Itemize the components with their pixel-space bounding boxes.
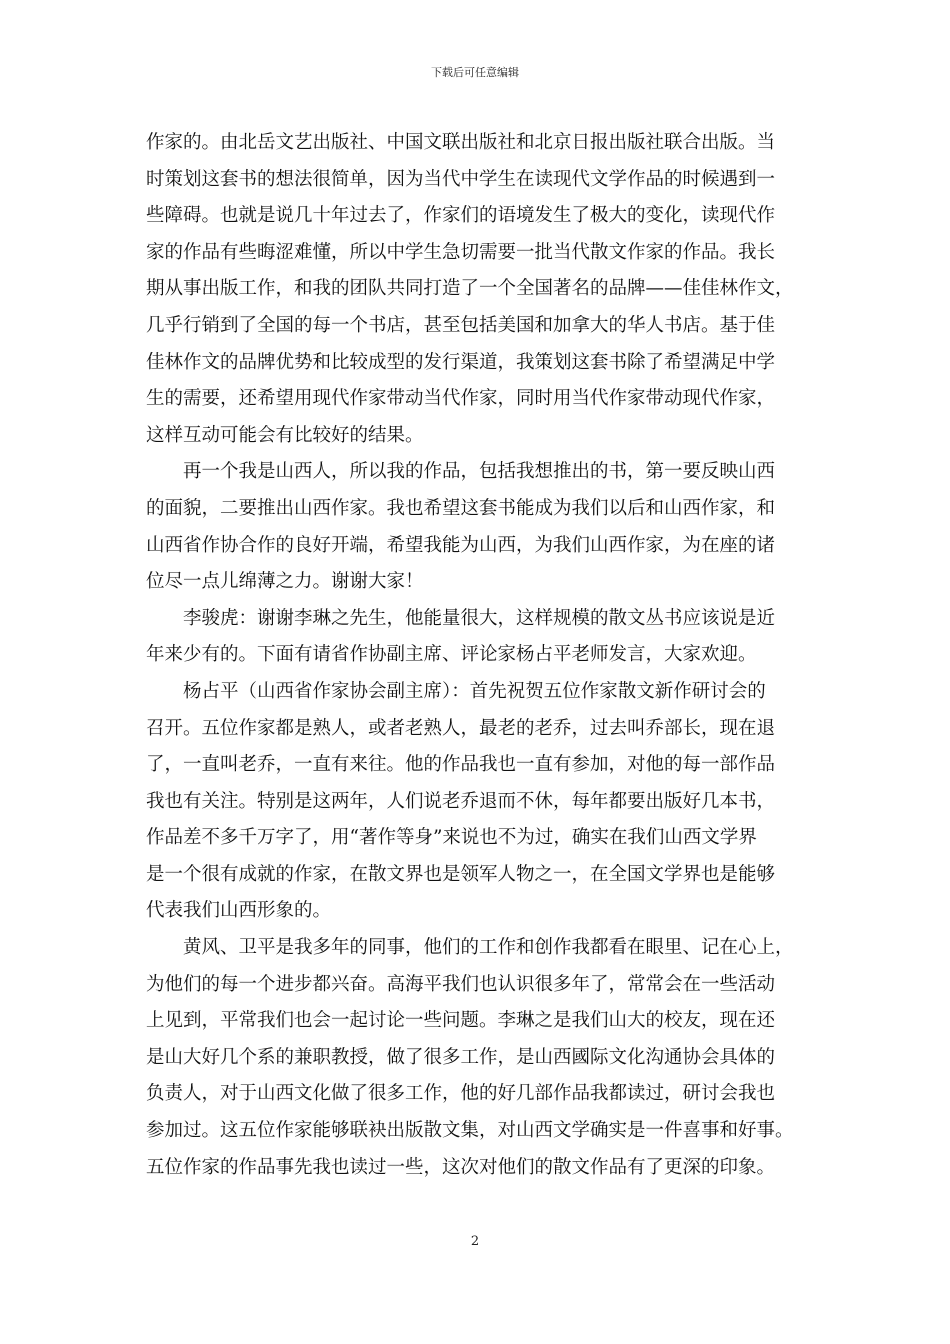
- paragraph: [146, 674, 808, 930]
- document-body: [146, 125, 808, 1186]
- text-line: 位尽一点儿绵薄之力。谢谢大家！: [146, 571, 424, 593]
- text-line: 几乎行销到了全国的每一个书店，甚至包括美国和加拿大的华人书店。基于佳: [146, 314, 776, 336]
- text-line: 年来少有的。下面有请省作协副主席、评论家杨占平老师发言，大家欢迎。: [146, 644, 757, 666]
- text-line: 召开。五位作家都是熟人，或者老熟人，最老的老乔，过去叫乔部长，现在退: [146, 717, 776, 739]
- text-line: 期从事出版工作，和我的团队共同打造了一个全国著名的品牌——佳佳林作文，: [146, 278, 794, 300]
- paragraph: [146, 454, 808, 600]
- text-line: 再一个我是山西人，所以我的作品，包括我想推出的书，第一要反映山西: [183, 461, 776, 483]
- text-line: 我也有关注。特别是这两年，人们说老乔退而不休，每年都要出版好几本书，: [146, 790, 776, 812]
- text-line: 代表我们山西形象的。: [146, 900, 332, 922]
- text-line: 生的需要，还希望用现代作家带动当代作家，同时用当代作家带动现代作家，: [146, 388, 776, 410]
- text-line: 时策划这套书的想法很简单，因为当代中学生在读现代文学作品的时候遇到一: [146, 168, 776, 190]
- text-line: 上见到，平常我们也会一起讨论一些问题。李琳之是我们山大的校友，现在还: [146, 1010, 776, 1032]
- text-line: 参加过。这五位作家能够联袂出版散文集，对山西文学确实是一件喜事和好事。: [146, 1120, 794, 1142]
- text-line: 的面貌，二要推出山西作家。我也希望这套书能成为我们以后和山西作家，和: [146, 497, 776, 519]
- page-number: 2: [470, 1234, 480, 1249]
- text-line: 是山大好几个系的兼职教授，做了很多工作，是山西國际文化沟通协会具体的: [146, 1046, 776, 1068]
- text-line: 是一个很有成就的作家，在散文界也是领军人物之一，在全国文学界也是能够: [146, 863, 776, 885]
- text-line: 家的作品有些晦涩难懂，所以中学生急切需要一批当代散文作家的作品。我长: [146, 241, 776, 263]
- paragraph: [146, 930, 808, 1186]
- text-line: 些障碍。也就是说几十年过去了，作家们的语境发生了极大的变化，读现代作: [146, 205, 776, 227]
- text-line: 这样互动可能会有比较好的结果。: [146, 424, 424, 446]
- paragraph: [146, 125, 808, 454]
- text-line: 了，一直叫老乔，一直有来往。他的作品我也一直有参加，对他的每一部作品: [146, 754, 776, 776]
- text-line: 作品差不多千万字了，用“著作等身”来说也不为过，确实在我们山西文学界: [146, 827, 757, 849]
- text-line: 佳林作文的品牌优势和比较成型的发行渠道，我策划这套书除了希望满足中学: [146, 351, 776, 373]
- text-line: 杨占平（山西省作家协会副主席）：首先祝贺五位作家散文新作研讨会的: [183, 680, 766, 702]
- text-line: 黄风、卫平是我多年的同事，他们的工作和创作我都看在眼里、记在心上，: [183, 937, 794, 959]
- text-line: 负责人，对于山西文化做了很多工作，他的好几部作品我都读过，研讨会我也: [146, 1083, 776, 1105]
- paragraph: [146, 601, 808, 674]
- page-header: 下载后可任意编辑: [431, 66, 519, 79]
- text-line: 为他们的每一个进步都兴奋。高海平我们也认识很多年了，常常会在一些活动: [146, 973, 776, 995]
- text-line: 五位作家的作品事先我也读过一些，这次对他们的散文作品有了更深的印象。: [146, 1156, 776, 1178]
- text-line: 作家的。由北岳文艺出版社、中国文联出版社和北京日报出版社联合出版。当: [146, 132, 776, 153]
- text-line: 山西省作协合作的良好开端，希望我能为山西，为我们山西作家，为在座的诸: [146, 534, 776, 556]
- text-line: 李骏虎：谢谢李琳之先生，他能量很大，这样规模的散文丛书应该说是近: [183, 607, 776, 629]
